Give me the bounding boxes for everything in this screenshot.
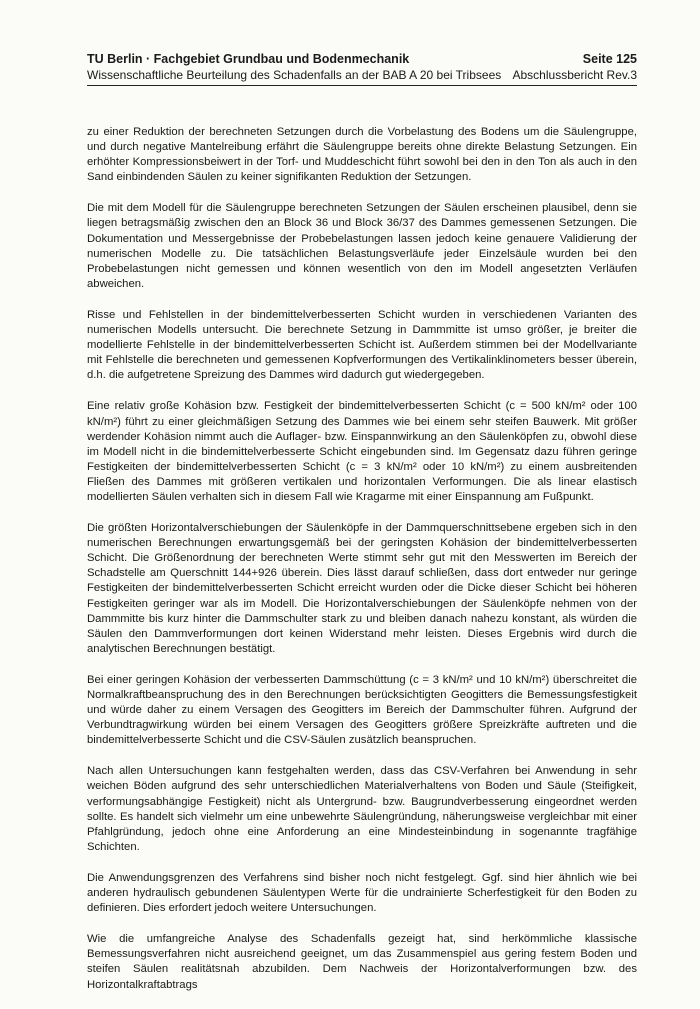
header-subtitle: Wissenschaftliche Beurteilung des Schadenfalls an der BAB A 20 bei Tribsees <box>87 68 502 82</box>
header-sub-row <box>87 67 637 83</box>
page-header <box>87 51 637 86</box>
paragraph-5: Die größten Horizontalverschiebungen der Säulenköpfe in der Dammquerschnittsebene ergeben sich in den numerischen Berechnungen erwartungsgemäß bei der geringsten Kohäsion der bindemittelverbesserten Schicht. Die Größenordnung der berechneten Werte stimmt sehr gut mit den Messwerten im Bereich der Schadstelle am Querschnitt 144+926 überein. Dies lässt darauf schließen, dass dort entweder nur geringe Festigkeiten der bindemittelverbesserten Schicht erreicht wurden oder die Dicke dieser Schicht bei höheren Festigkeiten geringer war als im Modell. Die Horizontalverschiebungen der Säulenköpfe nehmen von der Dammmitte bis kurz hinter die Dammschulter stark zu und bleiben danach nahezu konstant, als würden die Säulen den Dammverformungen dort keinen Widerstand mehr leisten. Dieses Ergebnis wird durch die analytischen Berechnungen bestätigt. <box>87 522 637 655</box>
paragraph-3: Risse und Fehlstellen in der bindemittelverbesserten Schicht wurden in verschiedenen Varianten des numerischen Modells untersucht. Die berechnete Setzung in Dammmitte ist umso größer, je breiter die modellierte Fehlstelle in der bindemittelverbesserten Schicht ist. Außerdem stimmen bei der Modellvariante mit Fehlstelle die berechneten und gemessenen Kopfverformungen des Vertikalinklinometers besser überein, d.h. die aufgetretene Spreizung des Dammes wird dadurch gut wiedergegeben. <box>87 308 637 382</box>
paragraph-6: Bei einer geringen Kohäsion der verbesserten Dammschüttung (c = 3 kN/m² und 10 kN/m²) überschreitet die Normalkraftbeanspruchung des in den Berechnungen berücksichtigten Geogitters die Bemessungsfestigkeit und würde daher zu einem Versagen des Geogitters im Bereich der Dammschulter führen. Aufgrund der Verbundtragwirkung würden bei einem Versagen des Geogitters größere Spreizkräfte auftreten und die bindemittelverbesserte Schicht und die CSV-Säulen zusätzlich beanspruchen. <box>87 673 637 747</box>
paragraph-1: zu einer Reduktion der berechneten Setzungen durch die Vorbelastung des Bodens um die Säulengruppe, und durch negative Mantelreibung erfährt die Säulengruppe bereits ohne direkte Belastung Setzungen. Ein erhöhter Kompressionsbeiwert in der Torf- und Muddeschicht führt sowohl bei den in den Ton als auch in den Sand einbindenden Säulen zu keiner signifikanten Reduktion der Setzungen. <box>87 126 637 184</box>
document-body <box>87 125 637 1009</box>
header-institution: TU Berlin · Fachgebiet Grundbau und Bodenmechanik <box>87 52 410 66</box>
header-page-number: Seite 125 <box>582 52 637 66</box>
paragraph-2: Die mit dem Modell für die Säulengruppe berechneten Setzungen der Säulen erscheinen plausibel, denn sie liegen betragsmäßig zwischen den an Block 36 und Block 36/37 des Dammes gemessenen Setzungen. Die Dokumentation und Messergebnisse der Probebelastungen lassen jedoch keine genauere Validierung der numerischen Modelle zu. Die tatsächlichen Belastungsverläufe jeder Einzelsäule wurden bei den Probebelastungen nicht gemessen und können wesentlich von den im Modell angesetzten Verläufen abweichen. <box>87 202 637 290</box>
paragraph-4: Eine relativ große Kohäsion bzw. Festigkeit der bindemittelverbesserten Schicht (c = 500 kN/m² oder 100 kN/m²) führt zu einer gleichmäßigen Setzung des Dammes wie bei einem sehr steifen Bauwerk. Mit größer werdender Kohäsion nimmt auch die Auflager- bzw. Einspannwirkung an den Säulenköpfen zu, obwohl diese im Modell nicht in die bindemittelverbesserte Schicht eingebunden sind. Im Gegensatz dazu führen geringe Festigkeiten der bindemittelverbesserten Schicht (c = 3 kN/m² oder 10 kN/m²) zu einem ausbreitenden Fließen des Dammes mit größeren vertikalen und horizontalen Verformungen. Die als linear elastisch modellierten Säulen verhalten sich in diesem Fall wie Kragarme mit einer Einspannung am Fußpunkt. <box>87 400 637 503</box>
header-top-row <box>87 51 637 67</box>
paragraph-7: Nach allen Untersuchungen kann festgehalten werden, dass das CSV-Verfahren bei Anwendung in sehr weichen Böden aufgrund des sehr unterschiedlichen Materialverhaltens von Boden und Säule (Steifigkeit, verformungsabhängige Festigkeit) nicht als Untergrund- bzw. Baugrundverbesserung eingeordnet werden sollte. Es handelt sich vielmehr um eine unbewehrte Säulengründung, näherungsweise vergleichbar mit einer Pfahlgründung, jedoch ohne eine Anforderung an eine Mindesteinbindung in sogenannte tragfähige Schichten. <box>87 765 637 853</box>
paragraph-8: Die Anwendungsgrenzen des Verfahrens sind bisher noch nicht festgelegt. Ggf. sind hier ähnlich wie bei anderen hydraulisch gebundenen Säulentypen Werte für die undrainierte Scherfestigkeit für den Boden zu definieren. Dies erfordert jedoch weitere Untersuchungen. <box>87 871 637 915</box>
paragraph-9: Wie die umfangreiche Analyse des Schadenfalls gezeigt hat, sind herkömmliche klassische Bemessungsverfahren nicht ausreichend geeignet, um das Zusammenspiel aus gering festem Boden und steifen Säulen realitätsnah abzubilden. Dem Nachweis der Horizontalverformungen bzw. des Horizontalkraftabtrags <box>87 933 637 991</box>
header-report-label: Abschlussbericht Rev.3 <box>512 68 637 82</box>
header-divider <box>87 85 637 86</box>
